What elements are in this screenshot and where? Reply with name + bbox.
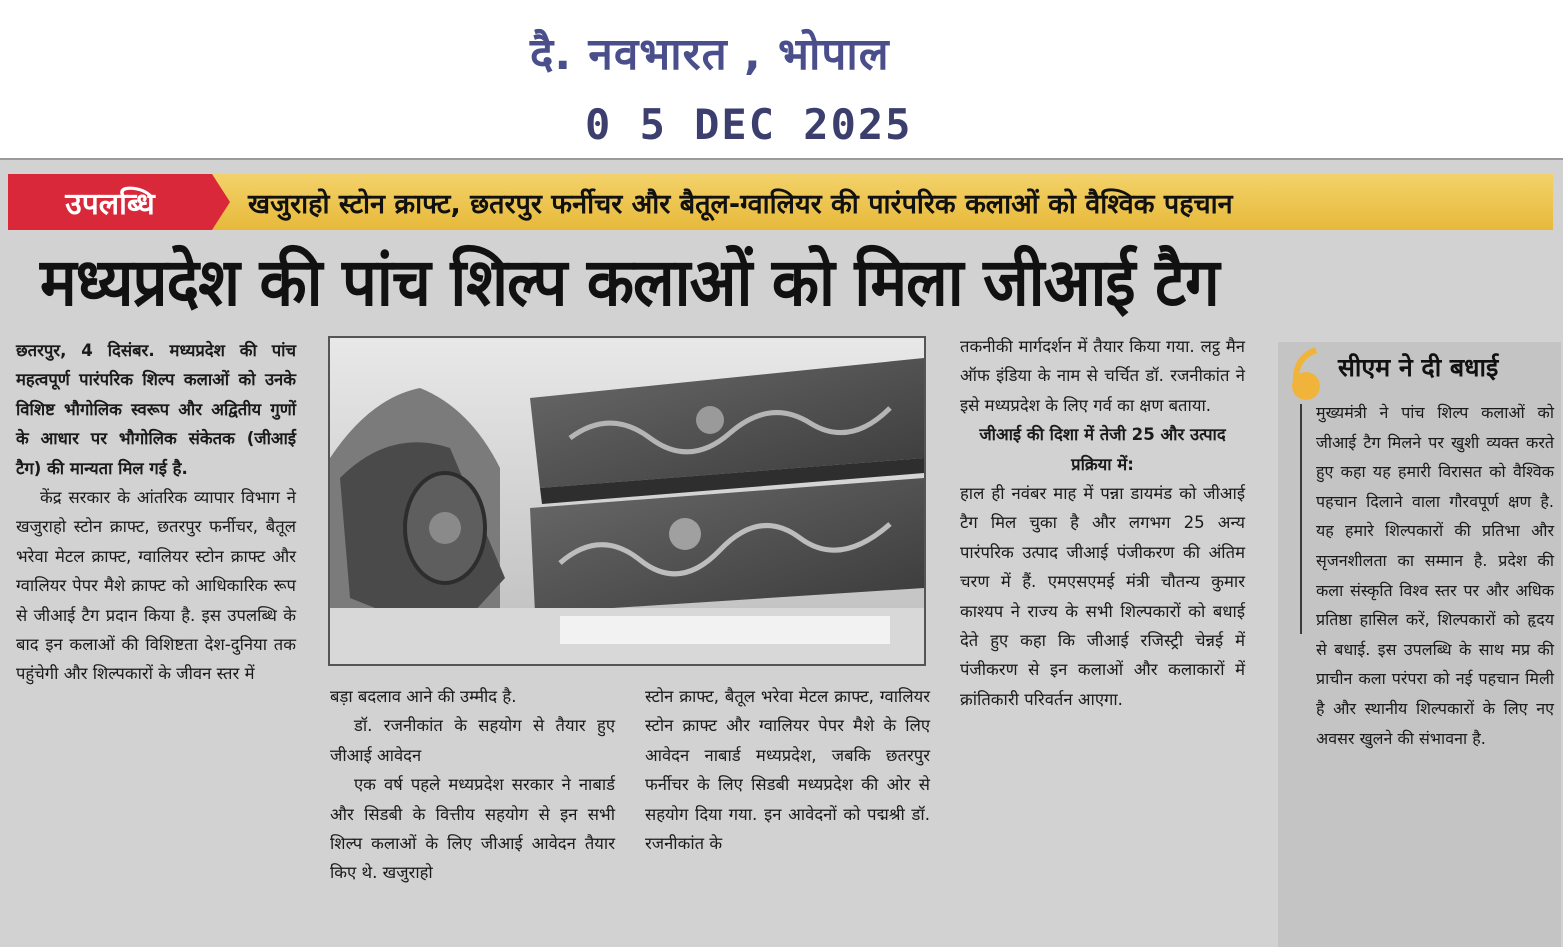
newspaper-clipping — [0, 158, 1563, 947]
stamp-publication: दै. नवभारत , भोपाल — [530, 29, 890, 80]
body-paragraph: हाल ही नवंबर माह में पन्ना डायमंड को जीआई टैग मिल चुका है और लगभग 25 अन्य पारंपरिक उत्पाद जीआई पंजीकरण की अंतिम चरण में हैं. एमएसएमई मंत्री चौतन्य कुमार काश्यप ने राज्य के सभी शिल्पकारों को बधाई देते हुए कहा कि जीआई रजिस्ट्री चेन्नई में पंजीकरण से इन कलाओं और कलाकारों में क्रांतिकारी परिवर्तन आएगा. — [960, 484, 1245, 709]
column-2 — [330, 682, 615, 888]
main-headline: मध्यप्रदेश की पांच शिल्प कलाओं को मिला जीआई टैग — [40, 244, 1219, 321]
body-paragraph: स्टोन क्राफ्ट, बैतूल भरेवा मेटल क्राफ्ट, ग्वालियर स्टोन क्राफ्ट और ग्वालियर पेपर मैशे के लिए आवेदन नाबार्ड मध्यप्रदेश, जबकि छतरपुर फर्नीचर के लिए सिडबी मध्यप्रदेश की ओर से सहयोग दिया गया. इन आवेदनों को पद्मश्री डॉ. रजनीकांत के — [645, 687, 930, 854]
sidebar-divider — [1300, 404, 1302, 634]
article-photo — [328, 336, 926, 666]
sidebar-title: सीएम ने दी बधाई — [1338, 353, 1499, 382]
kicker-headline: खजुराहो स्टोन क्राफ्ट, छतरपुर फर्नीचर और बैतूल-ग्वालियर की पारंपरिक कलाओं को वैश्विक पहचान — [248, 188, 1233, 220]
stamp-date: 0 5 DEC 2025 — [585, 100, 913, 149]
subheading: जीआई की दिशा में तेजी 25 और उत्पाद प्रक्रिया में: — [979, 425, 1226, 474]
body-paragraph: केंद्र सरकार के आंतरिक व्यापार विभाग ने खजुराहो स्टोन क्राफ्ट, छतरपुर फर्नीचर, बैतूल भरेवा मेटल क्राफ्ट, ग्वालियर स्टोन क्राफ्ट और ग्वालियर पेपर मैशे क्राफ्ट को आधिकारिक रूप से जीआई टैग प्रदान किया है. इस उपलब्धि के बाद इन कलाओं की विशिष्टता देश-दुनिया तक पहुंचेगी और शिल्पकारों के जीवन स्तर में — [16, 488, 296, 684]
column-4 — [960, 332, 1245, 714]
sidebar-box — [1278, 342, 1561, 947]
sidebar-text: मुख्यमंत्री ने पांच शिल्प कलाओं को जीआई टैग मिलने पर खुशी व्यक्त करते हुए कहा यह हमारी विरासत को वैश्विक पहचान दिलाने वाला गौरवपूर्ण क्षण है. यह हमारे शिल्पकारों की प्रतिभा और सृजनशीलता का सम्मान है. प्रदेश की कला संस्कृति विश्व स्तर पर और अधिक प्रतिष्ठा हासिल करें, शिल्पकारों को हृदय से बधाई. इस उपलब्धि के साथ मप्र की प्राचीन कला परंपरा को नई पहचान मिली है और स्थानीय शिल्पकारों के लिए नए अवसर खुलने की संभावना है. — [1316, 403, 1554, 748]
body-paragraph: तकनीकी मार्गदर्शन में तैयार किया गया. लट्ठ मैन ऑफ इंडिया के नाम से चर्चित डॉ. रजनीकांत ने इसे मध्यप्रदेश के लिए गर्व का क्षण बताया. — [960, 337, 1245, 415]
body-paragraph: एक वर्ष पहले मध्यप्रदेश सरकार ने नाबार्ड और सिडबी के वित्तीय सहयोग से इन सभी शिल्प कलाओं के लिए जीआई आवेदन तैयार किए थे. खजुराहो — [330, 775, 615, 883]
carved-stone-panels-image — [330, 338, 924, 664]
section-strip — [8, 174, 1553, 230]
body-paragraph: बड़ा बदलाव आने की उम्मीद है. — [330, 687, 517, 706]
body-paragraph: डॉ. रजनीकांत के सहयोग से तैयार हुए जीआई आवेदन — [330, 716, 615, 765]
category-tag: उपलब्धि — [8, 174, 212, 230]
column-3 — [645, 682, 930, 858]
lead-paragraph: छतरपुर, 4 दिसंबर. मध्यप्रदेश की पांच महत्वपूर्ण पारंपरिक शिल्प कलाओं को उनके विशिष्ट भौगोलिक स्वरूप और अद्वितीय गुणों के आधार पर भौगोलिक संकेतक (जीआई टैग) की मान्यता मिल गई है. — [16, 341, 296, 478]
column-1 — [16, 336, 296, 689]
